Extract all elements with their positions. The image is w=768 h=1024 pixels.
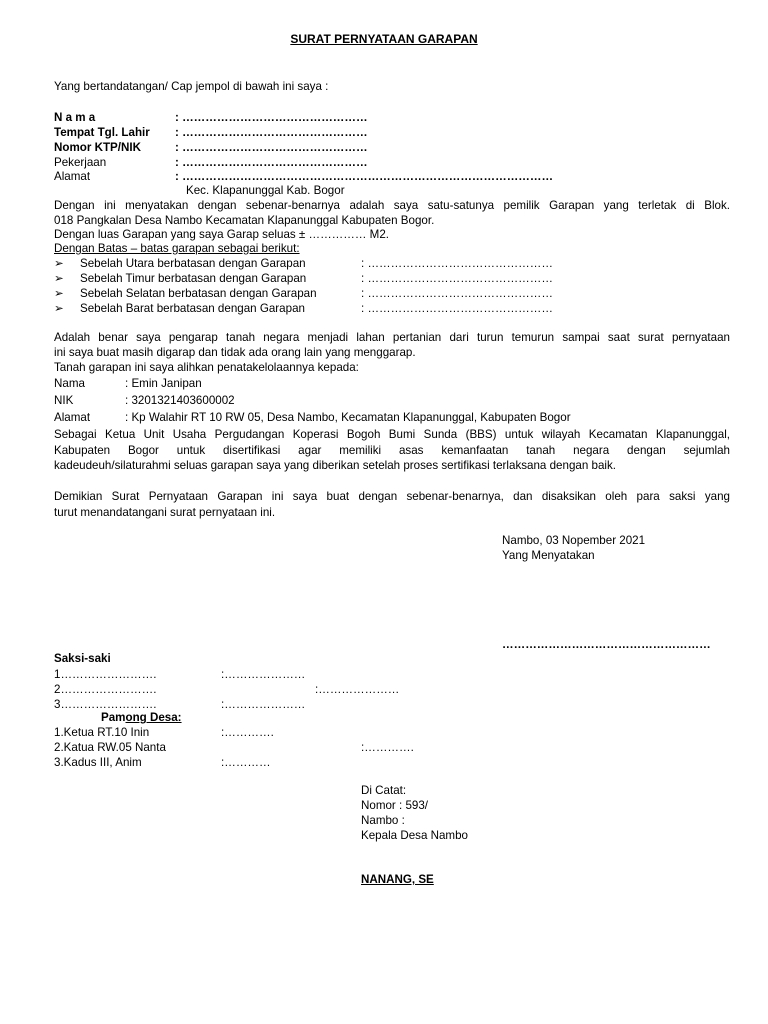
cultivation-line-2: ini saya buat masih digarap dan tidak ada orang lain yang menggarap.: [54, 346, 416, 359]
recipient-value-nama: : Emin Janipan: [125, 377, 202, 390]
cultivation-line-1: Adalah benar saya pengarap tanah negara menjadi lahan pertanian dari turun temurun sampai saat surat pernyataan: [54, 331, 730, 344]
closing-line-1: Demikian Surat Pernyataan Garapan ini saya buat dengan sebenar-benarnya, dan disaksikan oleh para saksi yang: [54, 490, 730, 503]
recipient-label-alamat: Alamat: [54, 411, 91, 424]
statement-area-line: Dengan luas Garapan yang saya Garap seluas ± …………… M2.: [54, 228, 390, 241]
boundary-value: : …………………………………………: [361, 287, 553, 300]
recorded-number: Nomor : 593/: [361, 799, 429, 812]
pamong-name: 2.Katua RW.05 Nanta: [54, 741, 166, 754]
boundary-label: Sebelah Barat berbatasan dengan Garapan: [80, 302, 305, 315]
recipient-label-nik: NIK: [54, 394, 74, 407]
witness-name: 3…………………….: [54, 698, 157, 711]
cooperative-paragraph: [54, 427, 730, 474]
signature-line: ………………………………………………: [502, 638, 711, 651]
statement-paragraph: [54, 198, 730, 228]
pamong-name: 3.Kadus III, Anim: [54, 756, 142, 769]
witness-name: 2…………………….: [54, 683, 157, 696]
statement-line-1: Dengan ini menyatakan dengan sebenar-benarnya adalah saya satu-satunya pemilik Garapan yang terletak di Blok.: [54, 199, 730, 212]
witness-sign: :…………………: [221, 698, 306, 711]
statement-line-2: 018 Pangkalan Desa Nambo Kecamatan Klapanunggal Kabupaten Bogor.: [54, 214, 435, 227]
boundary-value: : …………………………………………: [361, 257, 553, 270]
pamong-name: 1.Ketua RT.10 Inin: [54, 726, 150, 739]
boundary-label: Sebelah Utara berbatasan dengan Garapan: [80, 257, 306, 270]
pamong-sign: :…………: [221, 756, 271, 769]
document-title: SURAT PERNYATAAN GARAPAN: [290, 32, 478, 46]
list-item: [54, 286, 317, 301]
arrow-bullet-icon: ➢: [54, 272, 64, 285]
identity-value-alamat: : ……………………………………………………………………………………: [175, 170, 554, 183]
boundary-value: : …………………………………………: [361, 272, 553, 285]
cooperative-line-1: Sebagai Ketua Unit Usaha Pergudangan Koperasi Bogoh Bumi Sunda (BBS) untuk wilayah Kecamatan Klapanunggal,: [54, 428, 730, 441]
identity-label-nama: N a m a: [54, 111, 96, 124]
witnesses-heading: Saksi-saki: [54, 652, 111, 665]
boundary-label: Sebelah Timur berbatasan dengan Garapan: [80, 272, 307, 285]
cooperative-line-2: Kabupaten Bogor untuk disertifikasi agar memiliki asas kemanfaatan tanah negara dengan sejumlah: [54, 443, 730, 457]
arrow-bullet-icon: ➢: [54, 257, 64, 270]
recipient-label-nama: Nama: [54, 377, 85, 390]
cultivation-paragraph: [54, 330, 730, 360]
pamong-heading: Pamong Desa:: [101, 711, 182, 724]
identity-label-pekerjaan: Pekerjaan: [54, 156, 107, 169]
identity-value-ttl: : …………………………………………: [175, 126, 368, 139]
identity-label-alamat: Alamat: [54, 170, 91, 183]
list-item: [54, 256, 306, 271]
identity-label-ttl: Tempat Tgl. Lahir: [54, 126, 150, 139]
recorded-heading: Di Catat:: [361, 784, 407, 797]
witness-sign: :…………………: [315, 683, 400, 696]
transfer-line: Tanah garapan ini saya alihkan penatakelolaannya kepada:: [54, 361, 359, 374]
list-item: [54, 301, 305, 316]
witness-name: 1…………………….: [54, 668, 157, 681]
identity-label-nik: Nomor KTP/NIK: [54, 141, 141, 154]
identity-value-pekerjaan: : …………………………………………: [175, 156, 368, 169]
pamong-sign: :………….: [221, 726, 274, 739]
cooperative-line-3: kadeudeuh/silaturahmi seluas garapan saya yang diberikan setelah proses sertifikasi terlaksana dengan baik.: [54, 459, 616, 472]
village-head-name: NANANG, SE: [361, 873, 434, 886]
closing-line-2: turut menandatangani surat pernyataan ini.: [54, 506, 276, 519]
recorded-place: Nambo :: [361, 814, 405, 827]
boundary-label: Sebelah Selatan berbatasan dengan Garapan: [80, 287, 317, 300]
witness-sign: :…………………: [221, 668, 306, 681]
intro-line: Yang bertandatangan/ Cap jempol di bawah ini saya :: [54, 80, 329, 93]
list-item: [54, 271, 306, 286]
closing-paragraph: [54, 489, 730, 521]
boundary-value: : …………………………………………: [361, 302, 553, 315]
identity-value-nama: : …………………………………………: [175, 111, 368, 124]
pamong-sign: :………….: [361, 741, 414, 754]
arrow-bullet-icon: ➢: [54, 287, 64, 300]
boundary-heading: Dengan Batas – batas garapan sebagai berikut:: [54, 242, 300, 255]
recipient-value-alamat: : Kp Walahir RT 10 RW 05, Desa Nambo, Kecamatan Klapanunggal, Kabupaten Bogor: [125, 411, 571, 424]
recipient-value-nik: : 3201321403600002: [125, 394, 235, 407]
identity-value-nik: : …………………………………………: [175, 141, 368, 154]
place-date: Nambo, 03 Nopember 2021: [502, 534, 646, 547]
arrow-bullet-icon: ➢: [54, 302, 64, 315]
village-head-title: Kepala Desa Nambo: [361, 829, 468, 842]
signer-role: Yang Menyatakan: [502, 549, 595, 562]
address-line-2: Kec. Klapanunggal Kab. Bogor: [186, 184, 345, 197]
